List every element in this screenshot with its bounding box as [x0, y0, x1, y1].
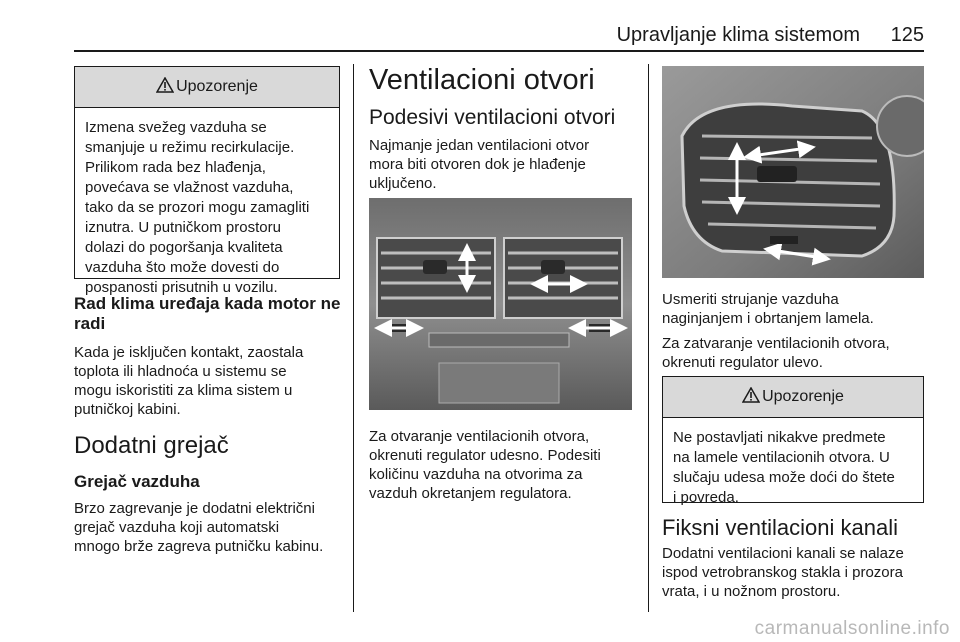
text-line: i povreda. [673, 489, 739, 506]
text-line: grejač vazduha koji automatski [74, 519, 280, 536]
header-rule [74, 50, 924, 52]
section-title-vents: Ventilacioni otvori [369, 64, 595, 96]
text-line: vazduha što može dovesti do [85, 259, 280, 276]
warning-triangle-icon [156, 77, 174, 98]
text-line: Prilikom rada bez hlađenja, [85, 159, 266, 176]
text-line: uključeno. [369, 175, 437, 192]
text-line: mogu iskoristiti za klima sistem u [74, 382, 293, 399]
text-line: iznutra. U putničkom prostoru [85, 219, 281, 236]
subsection-title-adjustable-vents: Podesivi ventilacioni otvori [369, 106, 616, 129]
warning-text [663, 418, 923, 508]
paragraph-open-vents [369, 427, 601, 503]
text-line: vrata, i u nožnom prostoru. [662, 583, 841, 600]
warning-header [663, 377, 923, 418]
text-line: okrenuti regulator ulevo. [662, 354, 823, 371]
text-line: putničkoj kabini. [74, 401, 181, 418]
paragraph-air-heater [74, 499, 323, 556]
warning-title: Upozorenje [762, 388, 844, 405]
text-line: pospanosti prisutnih u vozilu. [85, 279, 278, 296]
text-line: Brzo zagrevanje je dodatni električni [74, 500, 315, 517]
heading-line: Rad klima uređaja kada motor ne [74, 294, 341, 313]
paragraph-close-vents [662, 334, 890, 372]
running-header-title: Upravljanje klima sistemom [616, 24, 860, 46]
text-line: povećava se vlažnost vazduha, [85, 179, 294, 196]
text-line: Najmanje jedan ventilacioni otvor [369, 137, 590, 154]
paragraph-engine-off [74, 343, 303, 419]
text-line: slučaju udesa može doći do štete [673, 469, 895, 486]
paragraph-direct-airflow [662, 290, 874, 328]
section-heading-engine-off [74, 294, 340, 334]
text-line: vazduh okretanjem regulatora. [369, 485, 572, 502]
subsection-title-air-heater: Grejač vazduha [74, 472, 200, 491]
text-line: toplota ili hladnoća u sistemu se [74, 363, 287, 380]
text-line: Izmena svežeg vazduha se [85, 119, 267, 136]
paragraph-vents-intro [369, 136, 589, 193]
text-line: naginjanjem i obrtanjem lamela. [662, 310, 874, 327]
warning-box-recirculation [74, 66, 340, 296]
page-number: 125 [890, 24, 924, 46]
text-line: mnogo brže zagreva putničku kabinu. [74, 538, 324, 555]
warning-triangle-icon [742, 387, 760, 408]
text-line: smanjuje u režimu recirkulacije. [85, 139, 295, 156]
text-line: na lamele ventilacionih otvora. U [673, 449, 890, 466]
paragraph-fixed-vents [662, 544, 904, 601]
text-line: tako da se prozori mogu zamagliti [85, 199, 310, 216]
text-line: okrenuti regulator udesno. Podesiti [369, 447, 601, 464]
text-line: Usmeriti strujanje vazduha [662, 291, 839, 308]
section-title-fixed-vents: Fiksni ventilacioni kanali [662, 515, 898, 540]
text-line: Dodatni ventilacioni kanali se nalaze [662, 545, 904, 562]
section-title-aux-heater: Dodatni grejač [74, 432, 229, 459]
column-divider [648, 64, 649, 612]
text-line: Za zatvaranje ventilacionih otvora, [662, 335, 890, 352]
warning-title: Upozorenje [176, 78, 258, 95]
watermark: carmanualsonline.info [754, 618, 950, 639]
text-line: dolazi do pogoršanja kvaliteta [85, 239, 283, 256]
text-line: količinu vazduha na otvorima za [369, 466, 583, 483]
heading-line: radi [74, 314, 106, 333]
warning-header [75, 67, 339, 108]
text-line: mora biti otvoren dok je hlađenje [369, 156, 586, 173]
column-divider [353, 64, 354, 612]
warning-box-objects [662, 376, 924, 506]
text-line: Kada je isključen kontakt, zaostala [74, 344, 304, 361]
warning-text [75, 108, 339, 298]
text-line: Ne postavljati nikakve predmete [673, 429, 886, 446]
text-line: ispod vetrobranskog stakla i prozora [662, 564, 903, 581]
text-line: Za otvaranje ventilacionih otvora, [369, 428, 590, 445]
side-vent-photo [662, 66, 924, 278]
center-vents-photo [369, 198, 632, 410]
